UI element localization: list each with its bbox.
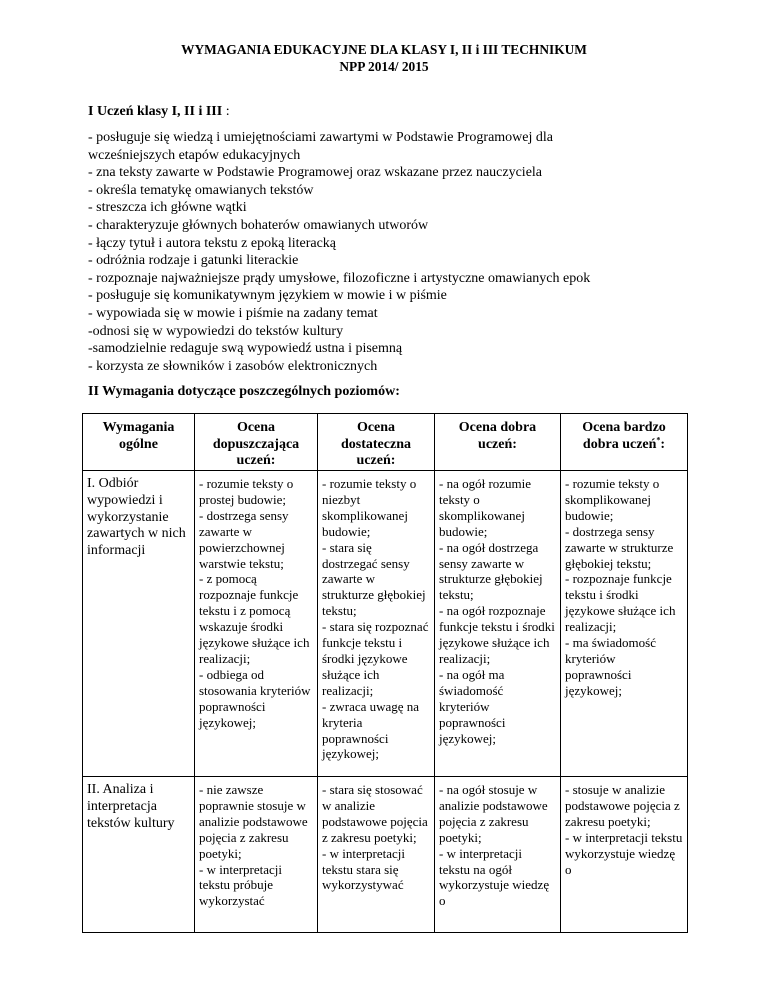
cell-line: - na ogół ma świadomość kryteriów poprawności językowej; (439, 666, 506, 746)
cell-line: - ma świadomość kryteriów poprawności językowej; (565, 635, 656, 698)
cell-line: - rozumie teksty o niezbyt skomplikowanej budowie; (322, 476, 417, 539)
requirements-list (88, 129, 708, 375)
cell-dostateczna (318, 777, 435, 933)
list-item: wcześniejszych etapów edukacyjnych (88, 147, 301, 163)
footnote-mark: * (656, 434, 661, 444)
cell-dobra (435, 471, 561, 777)
header-dobra: Ocena dobra uczeń: (435, 414, 561, 471)
header-bardzo-dobra-colon: : (660, 436, 666, 452)
cell-line: - dostrzega sensy zawarte w powierzchownej warstwie tekstu; (199, 507, 289, 571)
list-item: - odróżnia rodzaje i gatunki literackie (88, 253, 299, 269)
list-item: - określa tematykę omawianych tekstów (88, 182, 314, 198)
section1-heading-colon: : (222, 104, 230, 119)
document-title-line2: NPP 2014/ 2015 (339, 59, 429, 74)
cell-line: - na ogół stosuje w analizie podstawowe pojęcia z zakresu poetyki; (439, 782, 548, 845)
cell-line: - zwraca uwagę na kryteria poprawności językowej; (322, 698, 420, 762)
list-item: - streszcza ich główne wątki (88, 200, 247, 216)
cell-line: - stosuje w analizie podstawowe pojęcia z zakresu poetyki; (565, 782, 680, 829)
header-dopuszczajaca: Ocena dopuszczająca uczeń: (195, 414, 318, 471)
cell-line: - w interpretacji tekstu stara się wykorzystywać (322, 845, 406, 893)
list-item: - charakteryzuje głównych bohaterów omawianych utworów (88, 217, 429, 233)
cell-line: - w interpretacji tekstu wykorzystuje wiedzę o (565, 829, 683, 877)
list-item: -odnosi się w wypowiedzi do tekstów kultury (88, 323, 344, 339)
table-row (83, 777, 688, 933)
cell-line: - w interpretacji tekstu próbuje wykorzystać (199, 861, 283, 909)
header-dostateczna: Ocena dostateczna uczeń: (318, 414, 435, 471)
cell-line: - na ogół rozpoznaje funkcje tekstu i środki językowe służące ich realizacji; (439, 603, 555, 666)
category-cell: II. Analiza i interpretacja tekstów kultury (83, 777, 195, 933)
list-item: - posługuje się wiedzą i umiejętnościami zawartymi w Podstawie Programowej dla (88, 130, 553, 145)
cell-line: - nie zawsze poprawnie stosuje w analizie podstawowe pojęcia z zakresu poetyki; (199, 782, 308, 861)
list-item: - łączy tytuł i autora tekstu z epoką literacką (88, 235, 337, 251)
cell-line: - odbiega od stosowania kryteriów poprawności językowej; (199, 666, 311, 730)
list-item: - korzysta ze słowników i zasobów elektronicznych (88, 358, 378, 374)
cell-bardzo-dobra (561, 777, 688, 933)
table-header-row (83, 414, 688, 471)
cell-line: - na ogół rozumie teksty o skomplikowanej budowie; (439, 476, 532, 539)
cell-line: - z pomocą rozpoznaje funkcje tekstu i z pomocą wskazuje środki językowe służące ich realizacji; (199, 571, 310, 666)
section2-heading: II Wymagania dotyczące poszczególnych poziomów: (88, 384, 400, 399)
cell-line: - stara się rozpoznać funkcje tekstu i środki językowe służące ich realizacji; (322, 619, 429, 698)
cell-line: - rozpoznaje funkcje tekstu i środki językowe służące ich realizacji; (565, 571, 676, 635)
category-cell: I. Odbiór wypowiedzi i wykorzystanie zawartych w nich informacji (83, 471, 195, 777)
cell-line: - rozumie teksty o prostej budowie; (199, 476, 294, 507)
header-general: Wymagania ogólne (83, 414, 195, 471)
list-item: - posługuje się komunikatywnym językiem w mowie i w piśmie (88, 288, 447, 304)
list-item: - wypowiada się w mowie i piśmie na zadany temat (88, 305, 378, 321)
cell-line: - dostrzega sensy zawarte w strukturze głębokiej tekstu; (565, 523, 674, 571)
cell-line: - w interpretacji tekstu na ogół wykorzystuje wiedzę o (439, 845, 550, 909)
cell-bardzo-dobra (561, 471, 688, 777)
cell-line: - stara się dostrzegać sensy zawarte w strukturze głębokiej tekstu; (322, 539, 426, 619)
cell-dobra (435, 777, 561, 933)
requirements-table (82, 413, 688, 933)
cell-dopuszczajaca (195, 777, 318, 933)
document-title-line1: WYMAGANIA EDUKACYJNE DLA KLASY I, II i III TECHNIKUM (181, 42, 587, 57)
list-item: -samodzielnie redaguje swą wypowiedź ustna i pisemną (88, 341, 403, 357)
section1-heading-text: I Uczeń klasy I, II i III (88, 104, 223, 119)
header-bardzo-dobra-text: Ocena bardzo dobra uczeń (582, 420, 666, 452)
cell-line: - rozumie teksty o skomplikowanej budowie; (565, 476, 660, 523)
list-item: - rozpoznaje najważniejsze prądy umysłowe, filozoficzne i artystyczne omawianych epok (88, 270, 591, 286)
section1-heading (88, 104, 230, 120)
table-row (83, 471, 688, 777)
header-bardzo-dobra (561, 414, 688, 471)
cell-dopuszczajaca (195, 471, 318, 777)
cell-dostateczna (318, 471, 435, 777)
cell-line: - stara się stosować w analizie podstawowe pojęcia z zakresu poetyki; (322, 782, 428, 845)
cell-line: - na ogół dostrzega sensy zawarte w strukturze głębokiej tekstu; (439, 539, 543, 603)
list-item: - zna teksty zawarte w Podstawie Programowej oraz wskazane przez nauczyciela (88, 165, 543, 181)
